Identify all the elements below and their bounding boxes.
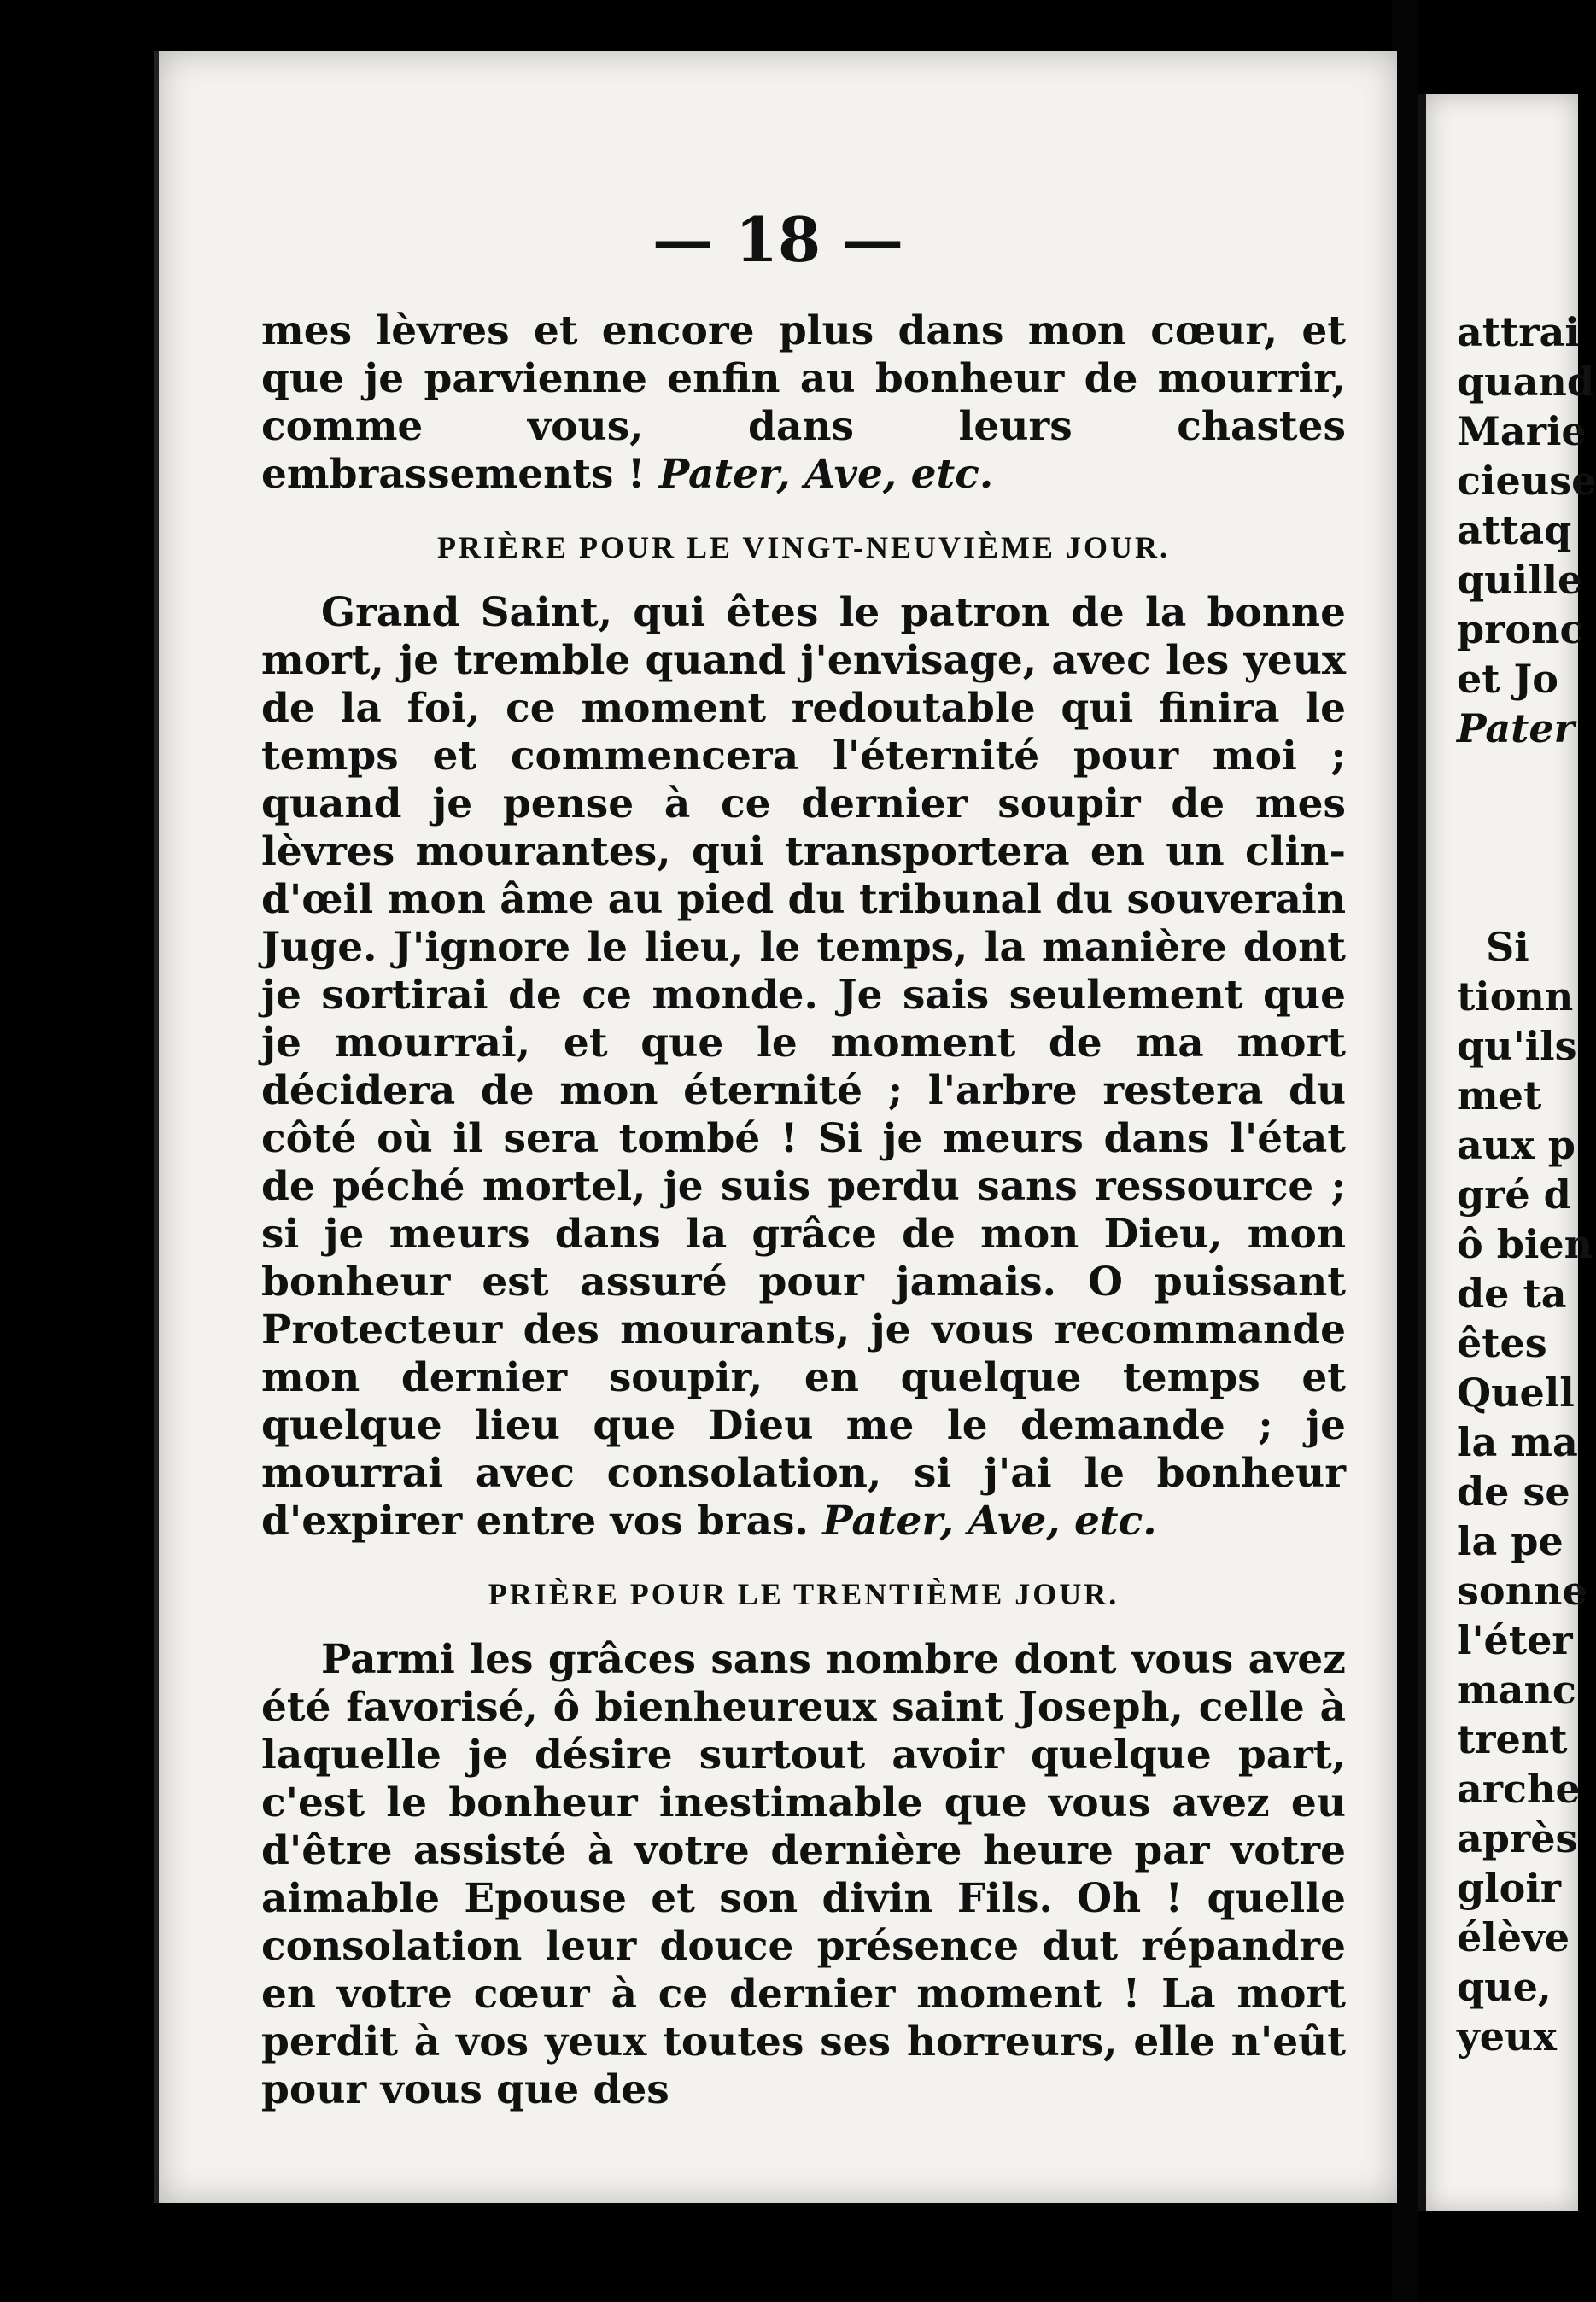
right-fragment: sonne xyxy=(1457,1568,1587,1614)
page-number: — 18 — xyxy=(652,203,904,276)
left-page xyxy=(154,51,1397,2203)
right-fragment: quand xyxy=(1457,359,1595,405)
right-fragment: cieuse xyxy=(1457,458,1596,504)
right-page-bottom-fragments xyxy=(1426,922,1593,2061)
prayer-29-text: Grand Saint, qui êtes le patron de la bonne mort, je tremble quand j'envisage, avec les yeux de la foi, ce moment redoutable qui finira le temps et commencera l'éternité pour moi ; quand je pense à ce dernier soupir de mes lèvres mourantes, qui transportera en un clin-d'œil mon âme au pied du tribunal du souverain Juge. J'ignore le lieu, le temps, la manière dont je sortirai de ce monde. Je sais seulement que je mourrai, et que le moment de ma mort décidera de mon éternité ; l'arbre restera du côté où il sera tombé ! Si je meurs dans l'état de péché mortel, je suis perdu sans ressource ; si je meurs dans la grâce de mon Dieu, mon bonheur est assuré pour jamais. O puissant Protecteur des mourants, je vous recommande mon dernier soupir, en quelque temps et quelque lieu que Dieu me le demande ; je mourrai avec consolation, si j'ai le bonheur d'expirer entre vos bras. xyxy=(261,589,1346,1545)
prayer-thirtieth-day xyxy=(261,1636,1346,2114)
opening-paragraph-text: mes lèvres et encore plus dans mon cœur, et que je parvienne enfin au bonheur de mourrir, comme vous, dans leurs chastes embrassements ! xyxy=(261,307,1346,498)
right-fragment: attrai xyxy=(1457,309,1580,355)
right-fragment: élève xyxy=(1457,1914,1570,1960)
right-fragment: gloir xyxy=(1457,1865,1562,1911)
right-fragment: êtes xyxy=(1457,1320,1547,1366)
right-fragment: Si xyxy=(1486,924,1529,970)
opening-refrain: Pater, Ave, etc. xyxy=(658,451,994,498)
right-page-top-fragments xyxy=(1426,307,1596,753)
right-fragment: Quell xyxy=(1457,1370,1575,1416)
right-fragment: aux p xyxy=(1457,1122,1576,1168)
heading-thirtieth-day: PRIÈRE POUR LE TRENTIÈME JOUR. xyxy=(488,1577,1120,1611)
right-fragment: yeux xyxy=(1457,2013,1557,2060)
right-fragment: trent xyxy=(1457,1716,1568,1762)
right-fragment: arche xyxy=(1457,1766,1581,1812)
right-fragment: ô bien xyxy=(1457,1221,1593,1267)
prayer-30-text: Parmi les grâces sans nombre dont vous avez été favorisé, ô bienheureux saint Joseph, celle à laquelle je désire surtout avoir quelque part, c'est le bonheur inestimable que vous avez eu d'être assisté à votre dernière heure par votre aimable Epouse et son divin Fils. Oh ! quelle consolation leur douce présence dut répandre en votre cœur à ce dernier moment ! La mort perdit à vos yeux toutes ses horreurs, elle n'eût pour vous que des xyxy=(261,1636,1346,2113)
right-fragment: après xyxy=(1457,1815,1578,1861)
right-page xyxy=(1418,94,1596,2211)
right-fragment: manc xyxy=(1457,1667,1576,1713)
prayer-twenty-ninth-day xyxy=(261,589,1346,1545)
right-fragment: attaq xyxy=(1457,507,1572,553)
right-fragment: l'éter xyxy=(1457,1617,1573,1663)
right-fragment: Pater xyxy=(1457,705,1575,751)
heading-twenty-ninth-day: PRIÈRE POUR LE VINGT-NEUVIÈME JOUR. xyxy=(436,530,1171,564)
right-fragment: gré d xyxy=(1457,1171,1571,1218)
right-fragment: la pe xyxy=(1457,1518,1564,1564)
right-fragment: qu'ils xyxy=(1457,1023,1577,1069)
right-fragment: de ta xyxy=(1457,1271,1567,1317)
right-fragment: Marie xyxy=(1457,408,1587,454)
right-fragment: quille xyxy=(1457,557,1583,603)
right-fragment: et Jo xyxy=(1457,656,1558,702)
right-fragment: pronc xyxy=(1457,606,1584,652)
right-fragment: la ma xyxy=(1457,1419,1578,1465)
prayer-29-refrain: Pater, Ave, etc. xyxy=(822,1498,1157,1545)
right-fragment: tionn xyxy=(1457,973,1574,1020)
opening-paragraph xyxy=(261,307,1346,499)
right-fragment: met xyxy=(1457,1072,1542,1119)
right-fragment: que, xyxy=(1457,1964,1552,2010)
left-page-text xyxy=(261,307,1346,2114)
right-fragment: de se xyxy=(1457,1469,1570,1515)
